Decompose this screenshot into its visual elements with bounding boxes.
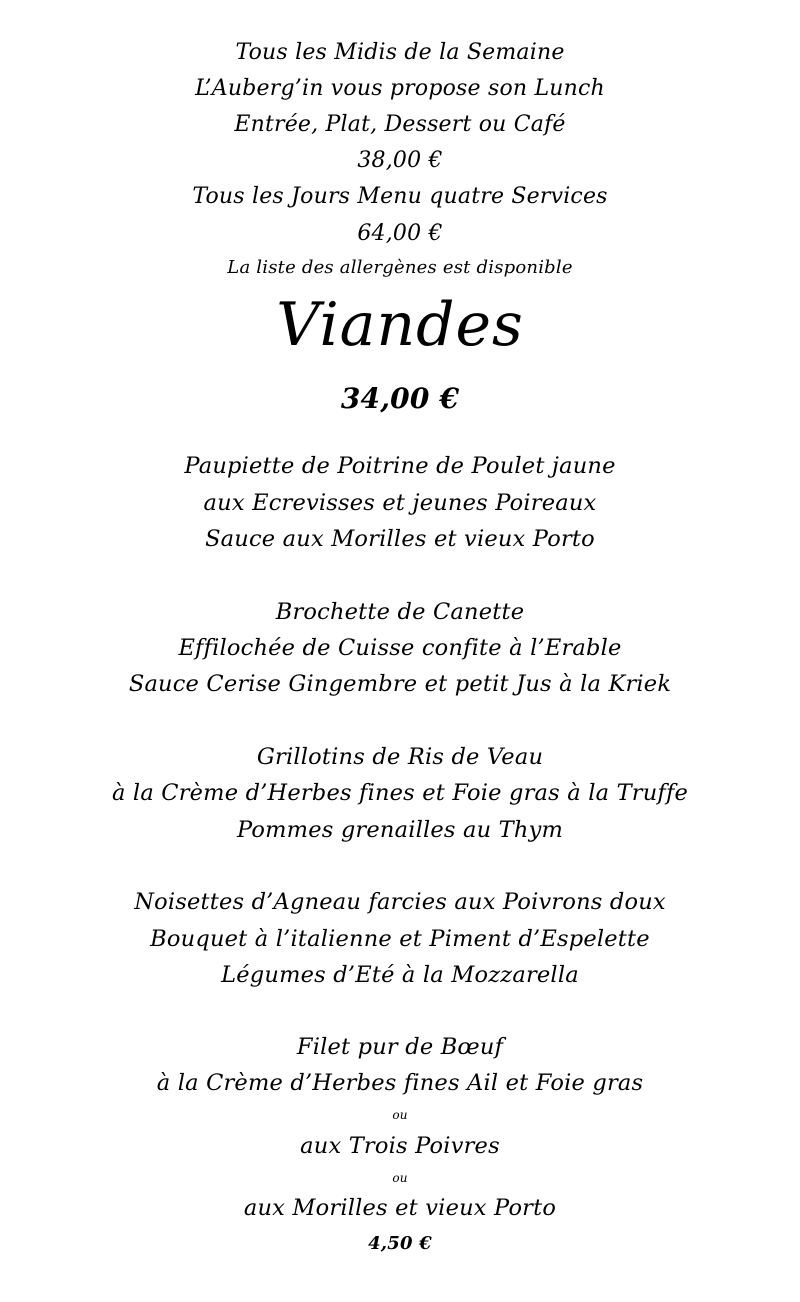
dish-2-line-3: Sauce Cerise Gingembre et petit Jus à la Kriek: [128, 671, 672, 697]
intro-line-5: Tous les Jours Menu quatre Services: [192, 184, 608, 209]
section-title: Viandes: [276, 290, 524, 360]
intro-line-2: L’Auberg’in vous propose son Lunch: [195, 76, 605, 101]
dish-3-line-3: Pommes grenailles au Thym: [236, 817, 564, 843]
dish-5-or-2: ou: [392, 1171, 408, 1185]
dish-1-line-1: Paupiette de Poitrine de Poulet jaune: [184, 453, 616, 479]
dish-1-line-2: aux Ecrevisses et jeunes Poireaux: [203, 490, 597, 516]
dish-4-line-2: Bouquet à l’italienne et Piment d’Espelette: [150, 926, 650, 952]
dish-2-line-2: Effilochée de Cuisse confite à l’Erable: [178, 635, 622, 661]
dish-5-line-1: Filet pur de Bœuf: [296, 1034, 504, 1060]
allergen-notice: La liste des allergènes est disponible: [227, 257, 573, 278]
dish-5-or-1: ou: [392, 1108, 408, 1122]
dish-5-line-3: aux Trois Poivres: [300, 1133, 500, 1159]
section-price: 34,00 €: [340, 382, 460, 415]
dish-1-line-3: Sauce aux Morilles et vieux Porto: [205, 526, 595, 552]
dish-3-line-1: Grillotins de Ris de Veau: [256, 744, 544, 770]
lunch-price: 38,00 €: [357, 148, 443, 173]
intro-line-1: Tous les Midis de la Semaine: [235, 40, 565, 65]
dish-5-supplement: 4,50 €: [368, 1233, 432, 1254]
dish-5-line-2: à la Crème d’Herbes fines Ail et Foie gras: [156, 1070, 644, 1096]
dish-3-line-2: à la Crème d’Herbes fines et Foie gras à la Truffe: [111, 780, 689, 806]
dish-2-line-1: Brochette de Canette: [275, 599, 525, 625]
menu-price: 64,00 €: [357, 221, 443, 246]
dish-4-line-3: Légumes d’Eté à la Mozzarella: [221, 962, 579, 988]
dish-4-line-1: Noisettes d’Agneau farcies aux Poivrons doux: [134, 889, 666, 915]
dish-5-line-4: aux Morilles et vieux Porto: [243, 1195, 557, 1221]
intro-line-3: Entrée, Plat, Dessert ou Café: [234, 112, 566, 137]
